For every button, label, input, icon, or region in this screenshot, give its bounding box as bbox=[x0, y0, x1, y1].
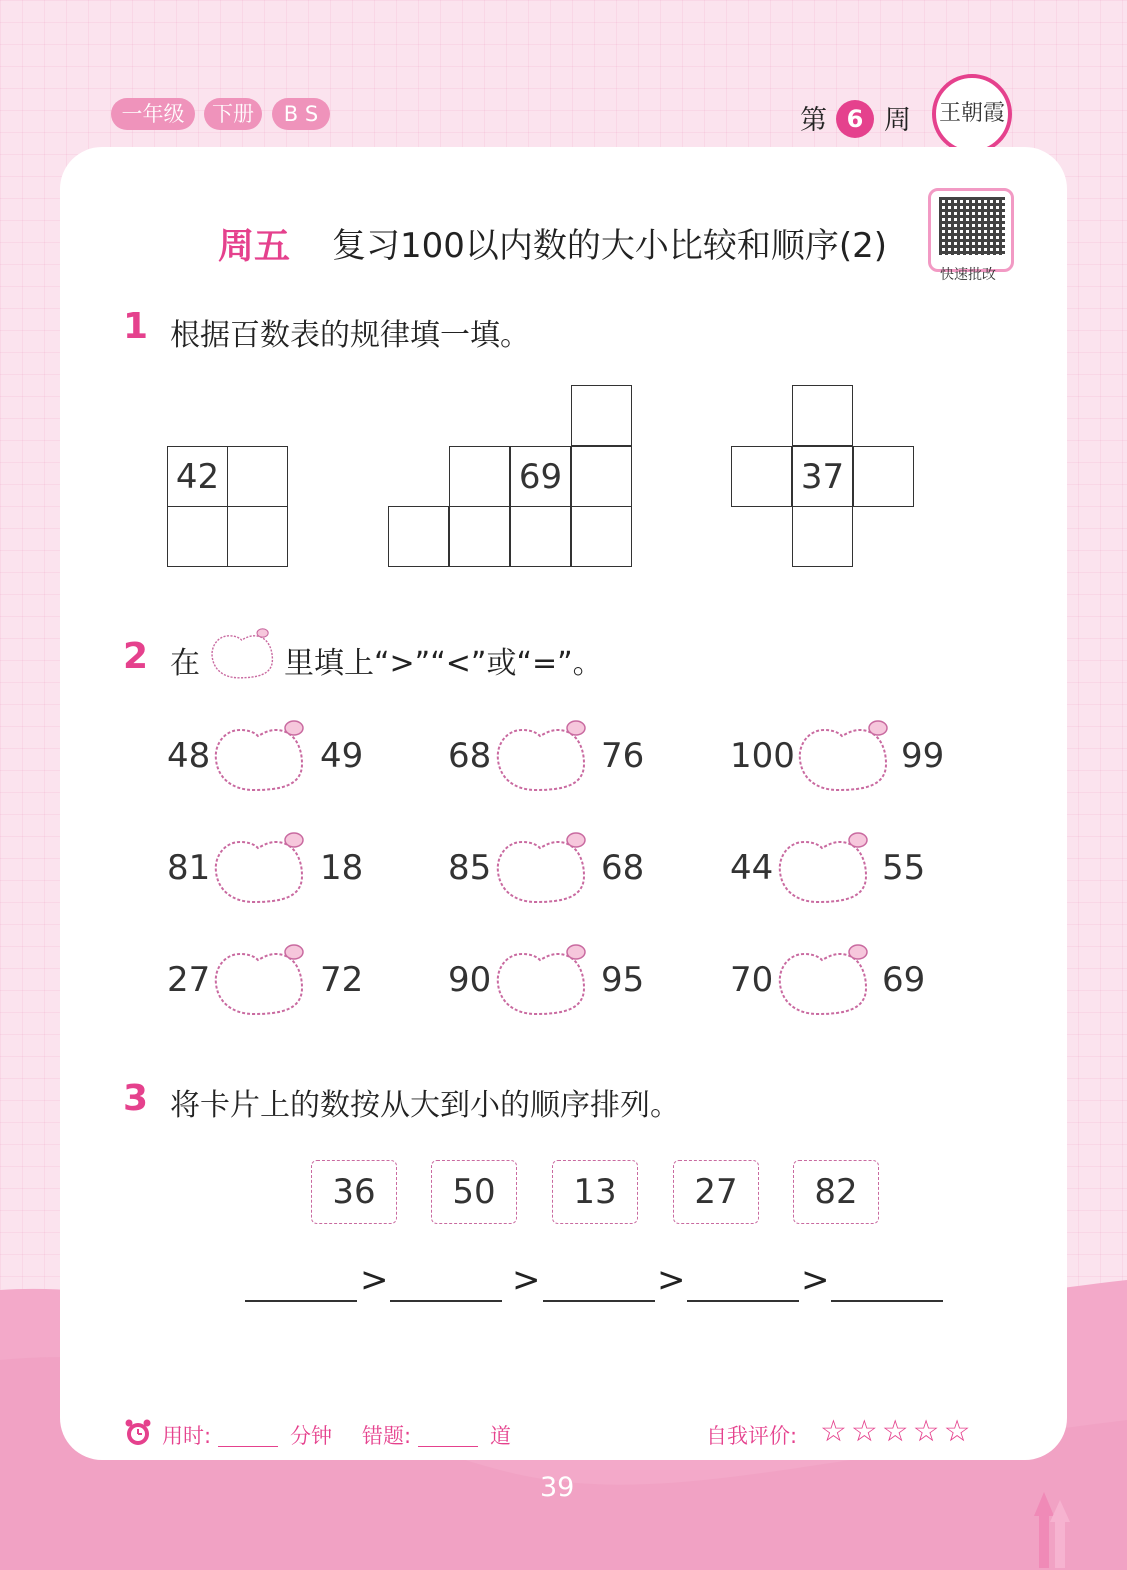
question-2-instruction-start: 在 bbox=[170, 646, 200, 681]
grid-a-cell-blank[interactable] bbox=[167, 506, 228, 567]
question-3-instruction: 将卡片上的数按从大到小的顺序排列。 bbox=[170, 1088, 680, 1123]
answer-blank[interactable] bbox=[687, 1300, 799, 1302]
question-1-number: 1 bbox=[123, 306, 149, 347]
greater-than-symbol: > bbox=[512, 1260, 541, 1300]
compare-right-number: 76 bbox=[601, 736, 645, 776]
answer-apple-icon[interactable] bbox=[210, 716, 310, 796]
compare-left-number: 48 bbox=[167, 736, 211, 776]
edition-pill: B S bbox=[272, 98, 330, 130]
compare-right-number: 55 bbox=[882, 848, 926, 888]
compare-left-number: 44 bbox=[730, 848, 774, 888]
number-card: 50 bbox=[431, 1160, 517, 1224]
qr-code-pattern-icon bbox=[939, 197, 1005, 255]
greater-than-symbol: > bbox=[360, 1260, 389, 1300]
alarm-clock-icon bbox=[123, 1417, 153, 1447]
page-title: 复习100以内数的大小比较和顺序(2) bbox=[332, 226, 888, 266]
number-card: 36 bbox=[311, 1160, 397, 1224]
title-day: 周五 bbox=[218, 226, 291, 267]
self-eval-label: 自我评价: bbox=[706, 1424, 798, 1448]
grid-a-cell-blank[interactable] bbox=[227, 506, 288, 567]
grid-c-cell-blank[interactable] bbox=[792, 506, 853, 567]
compare-left-number: 85 bbox=[448, 848, 492, 888]
answer-blank[interactable] bbox=[245, 1300, 357, 1302]
brand-seal-logo: 王朝霞 bbox=[932, 74, 1012, 154]
greater-than-symbol: > bbox=[657, 1260, 686, 1300]
grid-b-cell-blank[interactable] bbox=[510, 506, 571, 567]
week-number-badge: 6 bbox=[836, 100, 874, 138]
answer-apple-icon[interactable] bbox=[210, 940, 310, 1020]
grid-b-cell-blank[interactable] bbox=[571, 506, 632, 567]
compare-right-number: 68 bbox=[601, 848, 645, 888]
answer-apple-icon[interactable] bbox=[774, 940, 874, 1020]
grid-b-cell-blank[interactable] bbox=[571, 446, 632, 507]
compare-right-number: 49 bbox=[320, 736, 364, 776]
number-card: 13 bbox=[552, 1160, 638, 1224]
grid-c-cell-blank[interactable] bbox=[731, 446, 792, 507]
week-prefix: 第 bbox=[800, 105, 827, 136]
compare-right-number: 99 bbox=[901, 736, 945, 776]
number-card: 27 bbox=[673, 1160, 759, 1224]
grade-pill: 一年级 bbox=[111, 98, 195, 130]
time-unit: 分钟 bbox=[290, 1424, 332, 1448]
apple-shape-icon bbox=[206, 626, 280, 682]
compare-left-number: 81 bbox=[167, 848, 211, 888]
answer-blank[interactable] bbox=[390, 1300, 502, 1302]
answer-apple-icon[interactable] bbox=[492, 828, 592, 908]
compare-right-number: 72 bbox=[320, 960, 364, 1000]
errors-label: 错题: bbox=[362, 1424, 412, 1448]
grid-b-cell-blank[interactable] bbox=[449, 506, 510, 567]
grid-c-cell-blank[interactable] bbox=[853, 446, 914, 507]
compare-right-number: 69 bbox=[882, 960, 926, 1000]
qr-code[interactable] bbox=[928, 188, 1014, 272]
grid-b-cell-blank[interactable] bbox=[571, 385, 632, 446]
answer-blank[interactable] bbox=[831, 1300, 943, 1302]
page-number: 39 bbox=[540, 1472, 575, 1503]
compare-left-number: 68 bbox=[448, 736, 492, 776]
compare-left-number: 90 bbox=[448, 960, 492, 1000]
volume-pill: 下册 bbox=[204, 98, 262, 130]
grid-c-cell-given: 37 bbox=[792, 446, 853, 507]
answer-apple-icon[interactable] bbox=[774, 828, 874, 908]
question-2-number: 2 bbox=[123, 636, 149, 677]
answer-apple-icon[interactable] bbox=[794, 716, 894, 796]
grid-b-cell-blank[interactable] bbox=[388, 506, 449, 567]
question-3-number: 3 bbox=[123, 1078, 149, 1119]
errors-unit: 道 bbox=[490, 1424, 511, 1448]
errors-input-line[interactable] bbox=[418, 1446, 478, 1447]
grid-a-cell-given: 42 bbox=[167, 446, 228, 507]
question-1-instruction: 根据百数表的规律填一填。 bbox=[170, 318, 530, 353]
greater-than-symbol: > bbox=[801, 1260, 830, 1300]
rating-stars-icon[interactable]: ☆☆☆☆☆ bbox=[820, 1414, 975, 1449]
grid-b-cell-given: 69 bbox=[510, 446, 571, 507]
qr-label: 快速批改 bbox=[940, 267, 996, 283]
grid-c-cell-blank[interactable] bbox=[792, 385, 853, 446]
answer-blank[interactable] bbox=[543, 1300, 655, 1302]
time-label: 用时: bbox=[162, 1424, 212, 1448]
answer-apple-icon[interactable] bbox=[492, 716, 592, 796]
week-suffix: 周 bbox=[884, 105, 911, 136]
compare-left-number: 27 bbox=[167, 960, 211, 1000]
compare-left-number: 100 bbox=[730, 736, 795, 776]
grid-b-cell-blank[interactable] bbox=[449, 446, 510, 507]
question-2-instruction-end: 里填上“>”“<”或“=”。 bbox=[284, 646, 603, 681]
compare-left-number: 70 bbox=[730, 960, 774, 1000]
answer-apple-icon[interactable] bbox=[492, 940, 592, 1020]
pencil-decoration-icon bbox=[1030, 1492, 1074, 1568]
time-input-line[interactable] bbox=[218, 1446, 278, 1447]
compare-right-number: 95 bbox=[601, 960, 645, 1000]
answer-apple-icon[interactable] bbox=[210, 828, 310, 908]
compare-right-number: 18 bbox=[320, 848, 364, 888]
number-card: 82 bbox=[793, 1160, 879, 1224]
grid-a-cell-blank[interactable] bbox=[227, 446, 288, 507]
